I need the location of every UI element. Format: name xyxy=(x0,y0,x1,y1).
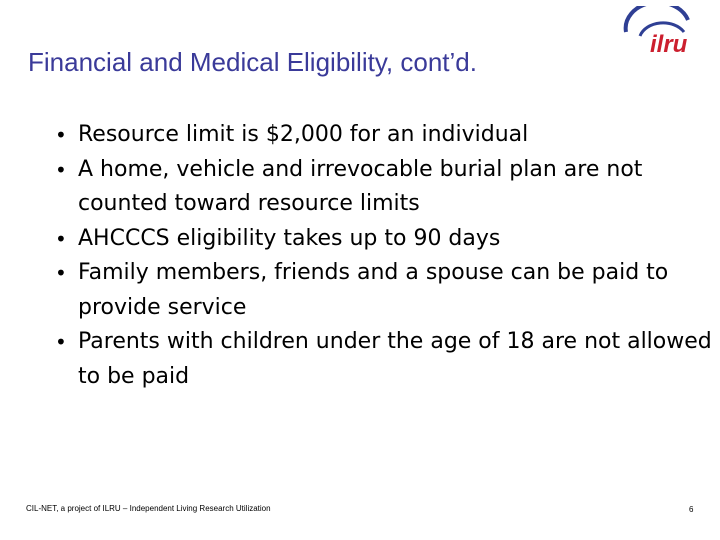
bullet-text: AHCCCS eligibility takes up to 90 days xyxy=(78,225,501,251)
bullet-item xyxy=(50,325,718,394)
bullet-list xyxy=(50,118,718,394)
bullet-dot: • xyxy=(55,261,67,285)
page-number: 6 xyxy=(689,505,694,514)
bullet-dot: • xyxy=(55,226,67,251)
bullet-dot: • xyxy=(55,123,67,147)
bullet-text: Parents with children under the age of 18 are not allowed to be paid xyxy=(78,329,712,389)
bullet-item xyxy=(50,256,718,325)
footer-text: CIL-NET, a project of ILRU – Independent Living Research Utilization xyxy=(26,504,271,513)
ilru-logo xyxy=(618,6,702,58)
bullet-dot: • xyxy=(55,157,67,182)
slide-title: Financial and Medical Eligibility, cont’d. xyxy=(28,47,477,77)
bullet-item xyxy=(50,118,718,153)
bullet-text: A home, vehicle and irrevocable burial plan are not counted toward resource limits xyxy=(78,156,643,216)
bullet-text: Family members, friends and a spouse can be paid to provide service xyxy=(78,260,669,320)
logo-text: ilru xyxy=(650,31,688,58)
bullet-text: Resource limit is $2,000 for an individual xyxy=(78,122,529,147)
bullet-dot: • xyxy=(55,330,67,354)
bullet-item xyxy=(50,153,718,222)
bullet-item xyxy=(50,222,718,257)
